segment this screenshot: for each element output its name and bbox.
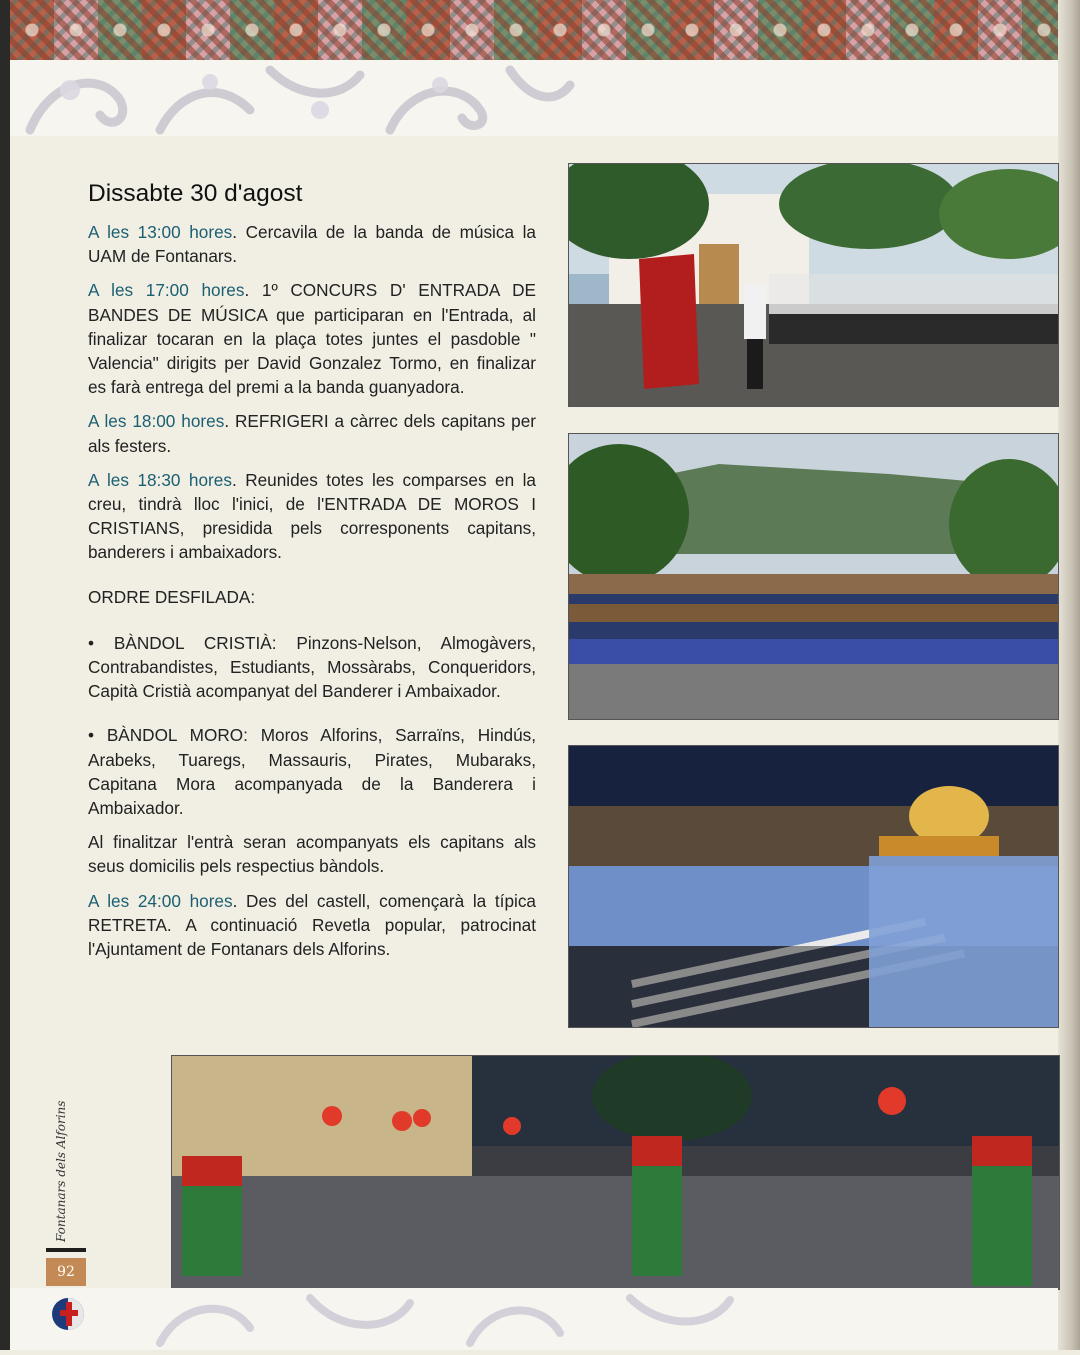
magazine-title-text: Fontanars dels Alforins	[54, 1100, 68, 1242]
decorative-tile-band	[10, 0, 1080, 60]
event-text: . Reunides totes les comparses en la creu, tindrà lloc l'inici, de l'ENTRADA DE MOROS I CRISTIANS, presidida pels corresponents capitans, banderers i ambaixadors.	[88, 469, 536, 563]
bandol-moro-label: • BÀNDOL MORO	[88, 725, 244, 746]
side-magazine-title	[26, 1100, 86, 1244]
order-heading-text: ORDRE DESFILADA	[88, 586, 251, 607]
closing-paragraph: Al finalitzar l'entrà seran acompanyats els capitans als seus domicilis pels respectius bàndols.	[88, 832, 536, 877]
order-heading	[88, 585, 536, 609]
event-paragraph	[88, 278, 536, 399]
page-binding-edge	[0, 0, 10, 1350]
event-time: A les 17:00 hores	[88, 280, 245, 301]
page-gutter-shadow	[1058, 0, 1080, 1350]
page-number: 92	[46, 1258, 86, 1286]
page-title: Dissabte 30 d'agost	[88, 180, 303, 207]
event-text: . Des del castell, començarà la típica RETRETA. A continuació Revetla popular, patrocinat l'Ajuntament de Fontanars dels Alforins.	[88, 890, 536, 960]
bandol-moro-text: : Moros Alforins, Sarraïns, Hindús, Arabeks, Tuaregs, Massauris, Pirates, Mubaraks, Capitana Mora acompanyada de la Banderera i Ambaixador.	[88, 725, 536, 819]
ornamental-footer	[10, 1288, 1058, 1350]
photo-marching-band	[568, 163, 1059, 407]
bandol-cristia-label: • BÀNDOL CRISTIÀ	[88, 632, 272, 653]
event-time: A les 24:00 hores	[88, 890, 233, 911]
bandol-cristia-paragraph	[88, 631, 536, 704]
event-text: . 1º CONCURS D' ENTRADA DE BANDES DE MÚSICA que participaran en l'Entrada, al finalizar tocaran en la plaça totes juntes el pasdoble " Valencia" dirigits per David Gonzalez Tormo, en finalizar es farà entrega del premi a la banda guanyadora.	[88, 280, 536, 398]
photo-christian-parade	[568, 433, 1059, 720]
text-column	[88, 178, 536, 971]
event-paragraph	[88, 468, 536, 565]
photo-moorish-parade-night	[568, 745, 1059, 1028]
logo-icon	[50, 1296, 86, 1332]
page-number-rule	[46, 1248, 86, 1252]
order-heading-colon: :	[250, 586, 256, 607]
event-time: A les 18:30 hores	[88, 469, 232, 490]
event-time: A les 13:00 hores	[88, 222, 233, 242]
event-text: . Cercavila de la banda de música la UAM de Fontanars.	[88, 222, 536, 267]
event-text: . REFRIGERI a càrrec dels capitans per als festers.	[88, 411, 536, 456]
photo-lantern-parade	[171, 1055, 1060, 1290]
final-event-paragraph	[88, 889, 536, 962]
bandol-moro-paragraph	[88, 723, 536, 820]
ornamental-header	[10, 60, 1058, 136]
event-paragraph	[88, 220, 536, 268]
event-time: A les 18:00 hores	[88, 411, 225, 432]
bandol-cristia-text: : Pinzons-Nelson, Almogàvers, Contrabandistes, Estudiants, Mossàrabs, Conqueridors, Capità Cristià acompanyat del Banderer i Ambaixador.	[88, 632, 536, 702]
event-paragraph	[88, 409, 536, 457]
